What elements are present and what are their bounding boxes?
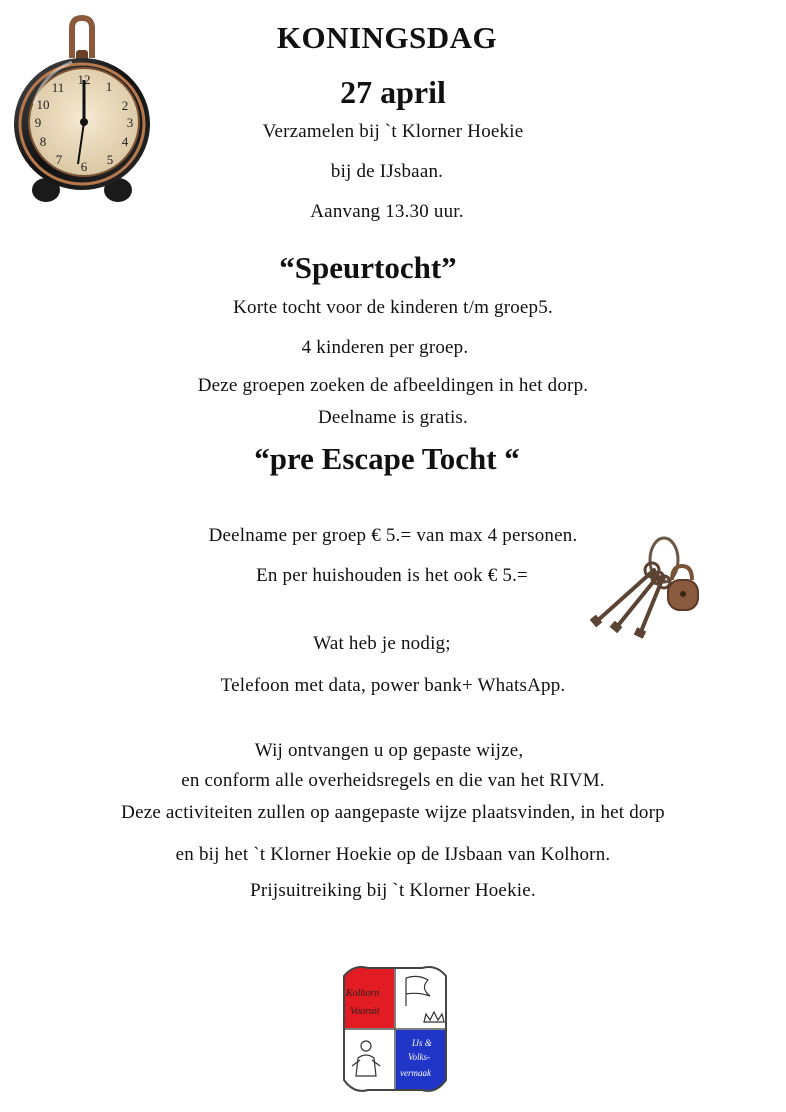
closing-line-3: Deze activiteiten zullen op aangepaste wijze plaatsvinden, in het dorp (121, 802, 665, 823)
keys-image (582, 530, 702, 640)
escape-heading: “pre Escape Tocht “ (254, 441, 520, 476)
speurtocht-line-4: Deelname is gratis. (318, 407, 468, 428)
antique-keys-icon (582, 530, 702, 640)
svg-text:8: 8 (39, 134, 47, 149)
logo-text-ijs: IJs & (412, 1038, 432, 1048)
logo-text-vermaak: vermaak (400, 1068, 431, 1078)
intro-line-3: Aanvang 13.30 uur. (310, 201, 464, 222)
svg-text:1: 1 (105, 79, 113, 94)
needs-label: Wat heb je nodig; (313, 633, 451, 654)
svg-text:11: 11 (51, 80, 65, 95)
svg-text:3: 3 (126, 115, 134, 130)
intro-line-2: bij de IJsbaan. (330, 161, 444, 182)
escape-line-2: En per huishouden is het ook € 5.= (256, 565, 528, 586)
needs-items: Telefoon met data, power bank+ WhatsApp. (220, 675, 566, 696)
speurtocht-heading: “Speurtocht” (279, 250, 457, 285)
speurtocht-line-1: Korte tocht voor de kinderen t/m groep5. (233, 297, 553, 318)
speurtocht-line-3: Deze groepen zoeken de afbeeldingen in het dorp. (197, 375, 589, 396)
closing-line-2: en conform alle overheidsregels en die van het RIVM. (181, 770, 605, 791)
svg-text:4: 4 (121, 134, 129, 149)
svg-text:10: 10 (36, 97, 50, 112)
logo-text-volks: Volks- (408, 1052, 430, 1062)
svg-text:6: 6 (80, 159, 88, 174)
svg-text:12: 12 (77, 72, 91, 87)
closing-line-5: Prijsuitreiking bij `t Klorner Hoekie. (250, 880, 536, 901)
intro-line-1: Verzamelen bij `t Klorner Hoekie (262, 121, 524, 142)
event-date: 27 april (340, 74, 446, 110)
escape-line-1: Deelname per groep € 5.= van max 4 personen. (208, 525, 578, 546)
logo-text-kolhorn: Kolhorn (346, 988, 380, 999)
closing-line-4: en bij het `t Klorner Hoekie op de IJsbaan van Kolhorn. (175, 844, 611, 865)
svg-text:2: 2 (121, 98, 129, 113)
svg-text:5: 5 (106, 152, 114, 167)
kolhorn-logo (340, 962, 450, 1098)
svg-text:9: 9 (34, 115, 42, 130)
page-title: KONINGSDAG (276, 20, 498, 55)
speurtocht-line-2: 4 kinderen per groep. (301, 337, 469, 358)
closing-line-1: Wij ontvangen u op gepaste wijze, (254, 740, 524, 761)
svg-text:7: 7 (55, 152, 63, 167)
logo-text-vooruit: Vooruit (350, 1006, 380, 1017)
